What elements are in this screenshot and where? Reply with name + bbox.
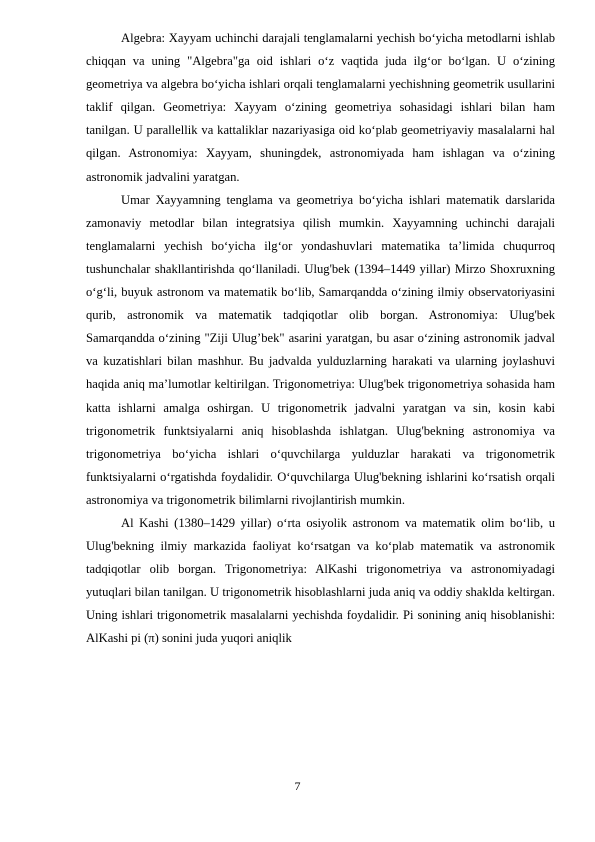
document-body — [86, 27, 555, 651]
paragraph-khayyam-works: Algebra: Xayyam uchinchi darajali tenglamalarni yechish bo‘yicha metodlarni ishlab chiqqan va uning "Algebra"ga oid ishlari o‘z vaqtida juda ilg‘or bo‘lgan. U o‘zining geometriya va algebra bo‘yicha ishlari orqali tenglamalarni yechishning geometrik usullarini taklif qilgan. Geometriya: Xayyam o‘zining geometriya sohasidagi ishlari bilan ham tanilgan. U parallellik va kattaliklar nazariyasiga oid ko‘plab geometriyaviy masalalarni hal qilgan. Astronomiya: Xayyam, shuningdek, astronomiyada ham ishlagan va o‘zining astronomik jadvalini yaratgan. — [86, 31, 555, 184]
page-number: 7 — [294, 779, 301, 793]
paragraph-al-kashi: Al Kashi (1380–1429 yillar) o‘rta osiyolik astronom va matematik olim bo‘lib, u Ulug'bekning ilmiy markazida faoliyat ko‘rsatgan va ko‘plab matematik va astronomik tadqiqotlar olib borgan. Trigonometriya: AlKashi trigonometriya va astronomiyadagi yutuqlari bilan tanilgan. U trigonometrik hisoblashlarni juda aniq va oddiy shaklda keltirgan. Uning ishlari trigonometrik masalalarni yechishda foydalidir. Pi sonining aniq hisoblanishi: AlKashi pi (π) sonini juda yuqori aniqlik — [86, 515, 555, 646]
paragraph-ulugbek: Umar Xayyamning tenglama va geometriya bo‘yicha ishlari matematik darslarida zamonaviy metodlar bilan integratsiya qilish mumkin. Xayyamning uchinchi darajali tenglamalarni yechish bo‘yicha ilg‘or yondashuvlari matematika ta’limida chuqurroq tushunchalar shakllantirishda qo‘llaniladi. Ulug'bek (1394–1449 yillar) Mirzo Shoxruxning o‘g‘li, buyuk astronom va matematik bo‘lib, Samarqandda o‘zining ilmiy observatoriyasini qurib, astronomik va matematik tadqiqotlar olib borgan. Astronomiya: Ulug'bek Samarqandda o‘zining "Ziji Ulug’bek" asarini yaratgan, bu asar o‘zining astronomik jadval va kuzatishlari bilan mashhur. Bu jadvalda yulduzlarning harakati va ularning joylashuvi haqida aniq ma’lumotlar keltirilgan. Trigonometriya: Ulug'bek trigonometriya sohasida ham katta ishlarni amalga oshirgan. U trigonometrik jadvalni yaratgan va sin, kosin kabi trigonometrik funktsiyalarni aniq hisoblashda ishlatgan. Ulug'bekning astronomiya va trigonometriya bo‘yicha ishlari o‘quvchilarga yulduzlar harakati va trigonometrik funktsiyalarni o‘rgatishda foydalidir. O‘quvchilarga Ulug'bekning ishlarini ko‘rsatish orqali astronomiya va trigonometrik bilimlarni rivojlantirish mumkin. — [86, 192, 555, 507]
